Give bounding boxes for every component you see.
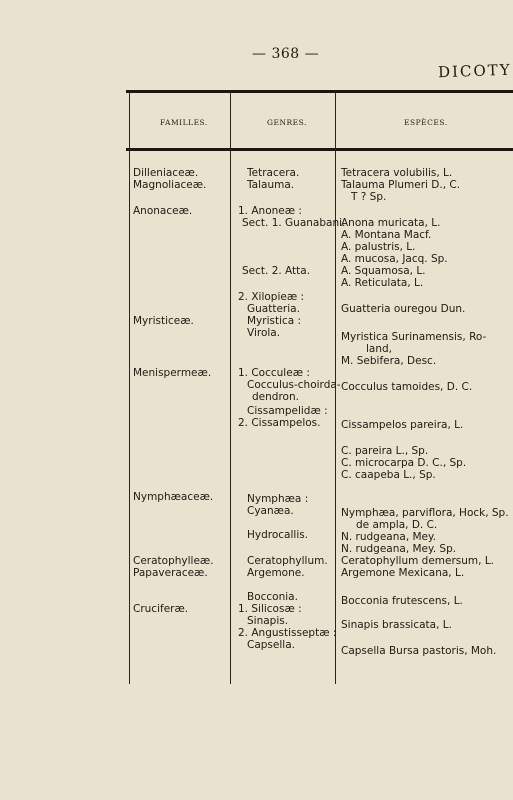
species-cell: Argemone Mexicana, L. [341, 567, 465, 579]
genus-cell: 1. Anoneæ : [238, 205, 302, 217]
genus-cell: Cyanæa. [247, 505, 294, 517]
species-cell: Tetracera volubilis, L. [341, 167, 453, 179]
column-header-genres: GENRES. [267, 118, 307, 127]
table-left-border [129, 93, 130, 684]
genus-cell: Sect. 1. Guanabani. [242, 217, 346, 229]
species-cell: A. Reticulata, L. [341, 277, 424, 289]
genus-cell: 1. Cocculeæ : [238, 367, 310, 379]
family-cell: Menispermeæ. [133, 367, 212, 379]
genus-cell: Hydrocallis. [247, 529, 309, 541]
species-cell: Cocculus tamoides, D. C. [341, 381, 473, 393]
species-cell: C. caapeba L., Sp. [341, 469, 436, 481]
species-cell: Cissampelos pareira, L. [341, 419, 464, 431]
species-cell: Sinapis brassicata, L. [341, 619, 452, 631]
species-cell: C. microcarpa D. C., Sp. [341, 457, 467, 469]
genus-cell: 2. Angustisseptæ : [238, 627, 337, 639]
species-cell: Myristica Surinamensis, Ro- [341, 331, 487, 343]
genus-cell: Sect. 2. Atta. [242, 265, 311, 277]
species-cell: Talauma Plumeri D., C. [341, 179, 461, 191]
column-divider-1 [230, 93, 231, 684]
genus-cell: Argemone. [247, 567, 305, 579]
species-cell: A. mucosa, Jacq. Sp. [341, 253, 448, 265]
species-cell: Guatteria ouregou Dun. [341, 303, 466, 315]
table-header-rule [126, 148, 513, 151]
column-header-familles: FAMILLES. [160, 118, 208, 127]
genus-cell: 2. Xilopieæ : [238, 291, 305, 303]
genus-cell: Talauma. [247, 179, 295, 191]
species-cell: A. Squamosa, L. [341, 265, 426, 277]
genus-cell: Ceratophyllum. [247, 555, 328, 567]
species-cell: T ? Sp. [351, 191, 387, 203]
genus-cell: Sinapis. [247, 615, 289, 627]
genus-cell: Myristica : [247, 315, 302, 327]
species-cell: M. Sebifera, Desc. [341, 355, 437, 367]
family-cell: Nymphæaceæ. [133, 491, 214, 503]
species-cell: C. pareira L., Sp. [341, 445, 429, 457]
species-cell: Capsella Bursa pastoris, Moh. [341, 645, 497, 657]
table-top-rule [126, 90, 513, 93]
genus-cell: 1. Silicosæ : [238, 603, 302, 615]
species-cell: de ampla, D. C. [356, 519, 438, 531]
genus-cell: Virola. [247, 327, 281, 339]
column-header-especes: ESPÈCES. [404, 118, 448, 127]
family-cell: Dilleniaceæ. [133, 167, 199, 179]
running-head: DICOTY [437, 60, 512, 82]
species-cell: N. rudgeana, Mey. Sp. [341, 543, 457, 555]
species-cell: Ceratophyllum demersum, L. [341, 555, 495, 567]
genus-cell: Cissampelidæ : [247, 405, 328, 417]
page-number: — 368 — [252, 46, 320, 62]
species-cell: A. palustris, L. [341, 241, 416, 253]
genus-cell: Bocconia. [247, 591, 298, 603]
genus-cell: Guatteria. [247, 303, 300, 315]
page-header [0, 0, 513, 90]
genus-cell: Capsella. [247, 639, 295, 651]
genus-cell: Tetracera. [247, 167, 300, 179]
genus-cell: Nymphæa : [247, 493, 309, 505]
species-cell: A. Montana Macf. [341, 229, 432, 241]
taxonomy-table [126, 90, 513, 684]
family-cell: Myristiceæ. [133, 315, 194, 327]
genus-cell: Cocculus-choirda- [247, 379, 341, 391]
family-cell: Papaveraceæ. [133, 567, 208, 579]
family-cell: Anonaceæ. [133, 205, 193, 217]
genus-cell: dendron. [252, 391, 299, 403]
genus-cell: 2. Cissampelos. [238, 417, 321, 429]
family-cell: Cruciferæ. [133, 603, 189, 615]
species-cell: Anona muricata, L. [341, 217, 441, 229]
family-cell: Ceratophylleæ. [133, 555, 214, 567]
species-cell: Bocconia frutescens, L. [341, 595, 463, 607]
species-cell: land, [366, 343, 393, 355]
species-cell: N. rudgeana, Mey. [341, 531, 437, 543]
family-cell: Magnoliaceæ. [133, 179, 207, 191]
species-cell: Nymphæa, parviflora, Hock, Sp. [341, 507, 509, 519]
